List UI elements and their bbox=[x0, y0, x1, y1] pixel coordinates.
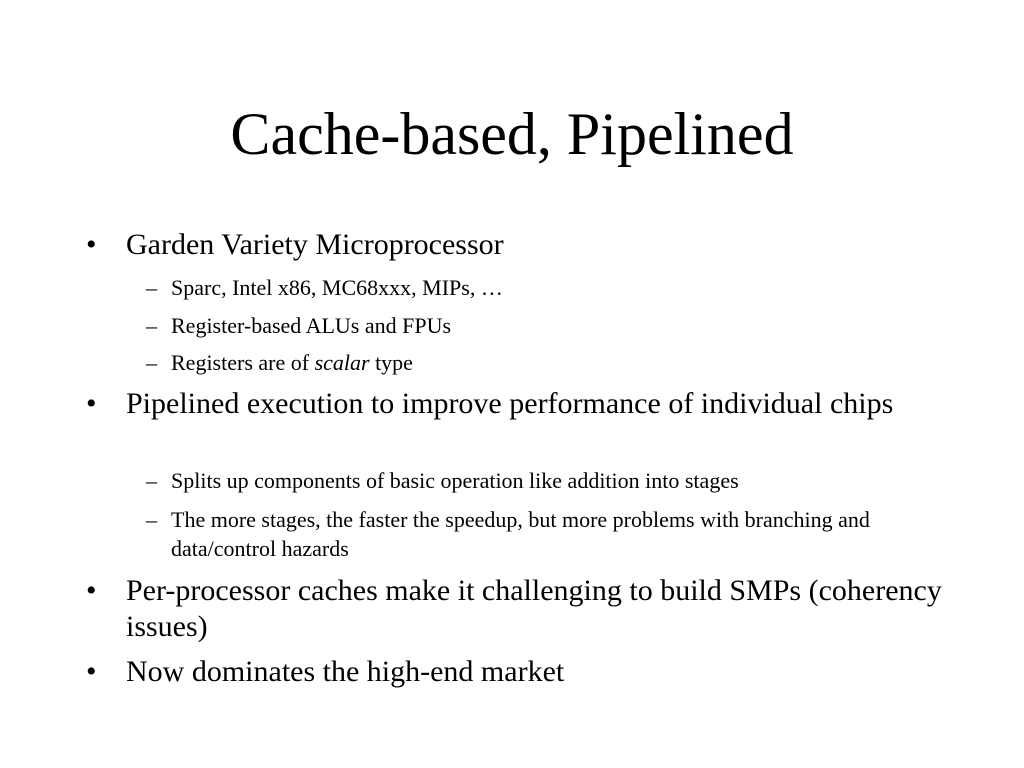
bullet-marker: • bbox=[86, 387, 97, 420]
sub-bullet-item bbox=[146, 273, 926, 302]
sub-bullet-item bbox=[146, 466, 926, 495]
bullet-text: Garden Variety Microprocessor bbox=[126, 228, 504, 261]
sub-bullet-marker: – bbox=[146, 350, 157, 375]
sub-bullet-text-after: type bbox=[369, 350, 413, 375]
bullet-item bbox=[86, 386, 966, 422]
bullet-marker: • bbox=[86, 655, 97, 688]
bullet-item bbox=[86, 573, 966, 645]
sub-bullet-emphasis: scalar bbox=[314, 350, 370, 375]
bullet-marker: • bbox=[86, 574, 97, 607]
sub-bullet-text: Register-based ALUs and FPUs bbox=[171, 313, 452, 338]
sub-bullet-marker: – bbox=[146, 507, 157, 532]
sub-bullet-item bbox=[146, 348, 926, 377]
bullet-item bbox=[86, 654, 966, 690]
sub-bullet-text-before: Registers are of bbox=[171, 350, 315, 375]
bullet-text: Now dominates the high-end market bbox=[126, 655, 565, 688]
sub-bullet-marker: – bbox=[146, 313, 157, 338]
bullet-text: Pipelined execution to improve performance of individual chips bbox=[126, 387, 894, 420]
sub-bullet-text bbox=[171, 348, 926, 377]
sub-bullet-text: Splits up components of basic operation like addition into stages bbox=[171, 468, 739, 493]
bullet-text: Per-processor caches make it challenging to build SMPs (coherency issues) bbox=[126, 574, 942, 643]
slide-title: Cache-based, Pipelined bbox=[230, 101, 794, 167]
sub-bullet-marker: – bbox=[146, 468, 157, 493]
sub-bullet-text: The more stages, the faster the speedup, but more problems with branching and data/control hazards bbox=[171, 507, 870, 561]
sub-bullet-item bbox=[146, 311, 926, 340]
sub-bullet-text: Sparc, Intel x86, MC68xxx, MIPs, … bbox=[171, 275, 503, 300]
sub-bullet-item bbox=[146, 505, 926, 563]
bullet-item bbox=[86, 227, 966, 263]
sub-bullet-marker: – bbox=[146, 275, 157, 300]
bullet-marker: • bbox=[86, 228, 97, 261]
